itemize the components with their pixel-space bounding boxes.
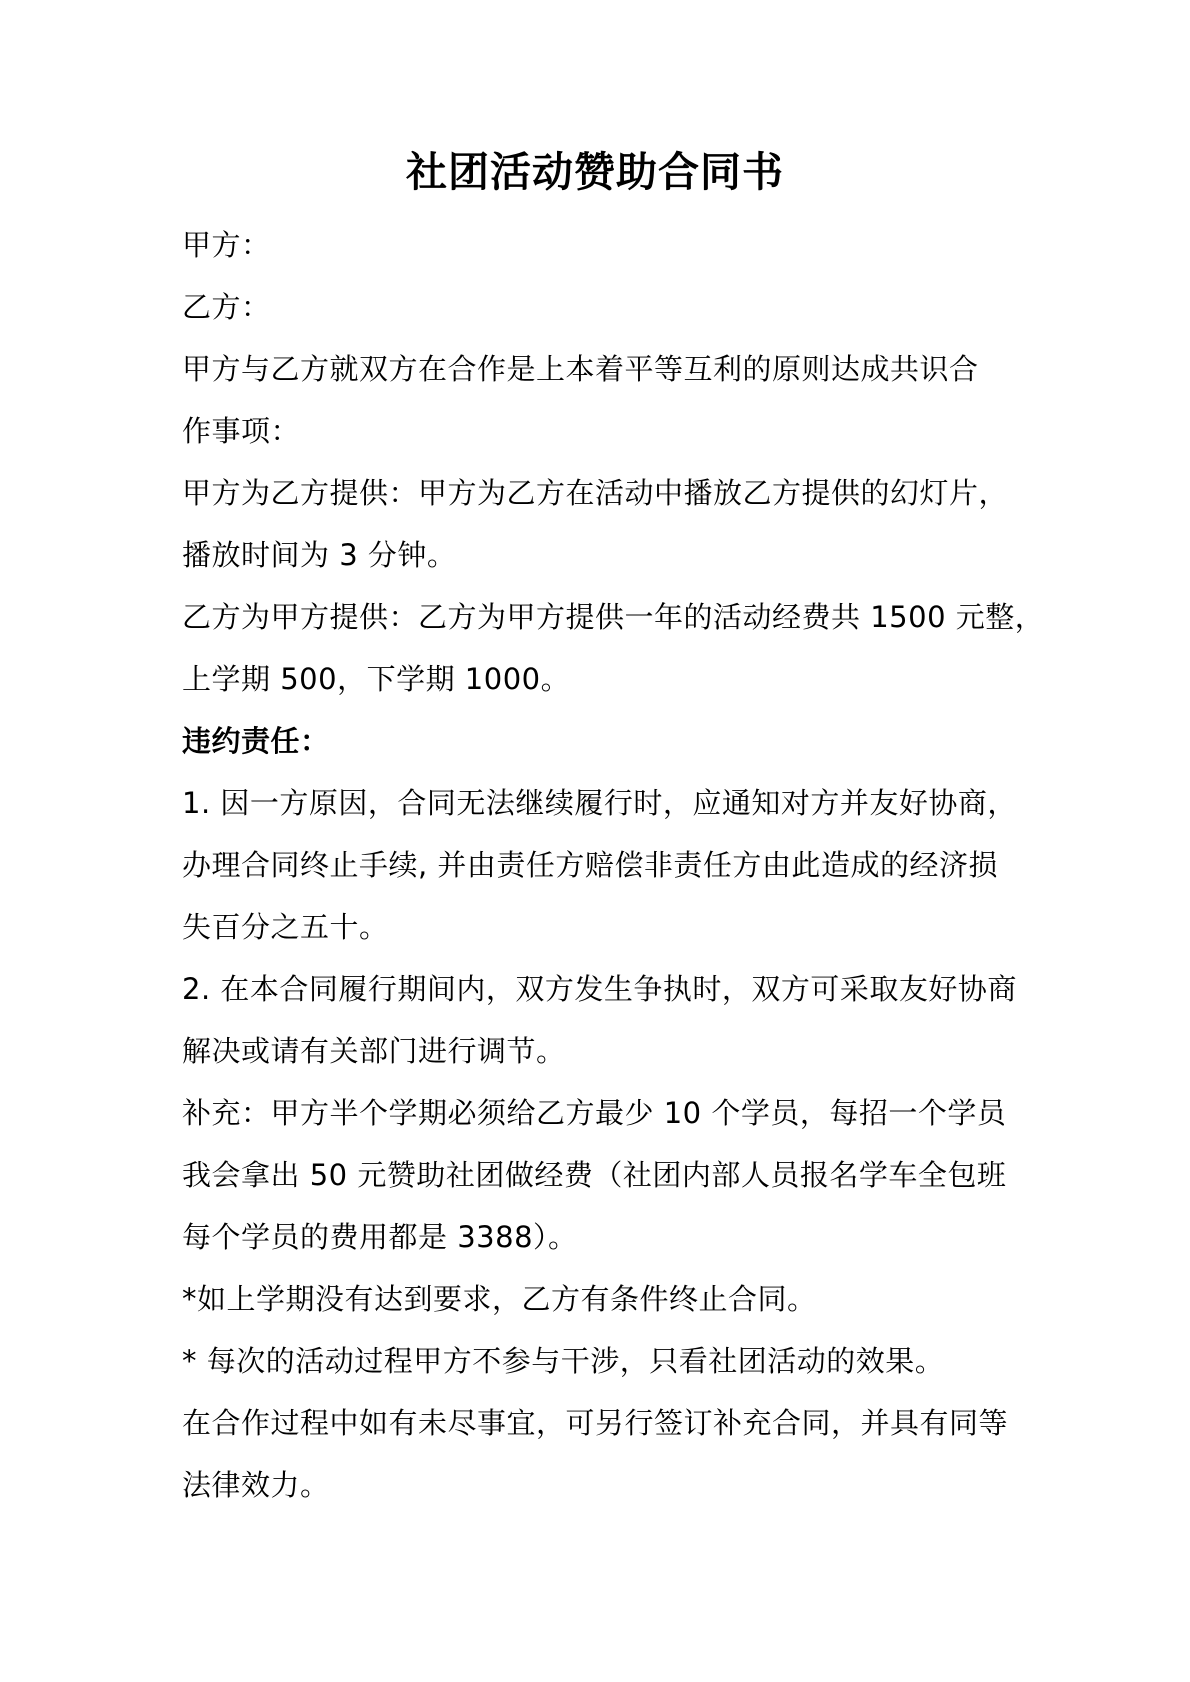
party-a-provision-line-2: 播放时间为 3 分钟。: [182, 538, 457, 572]
supplement-line-2: 我会拿出 50 元赞助社团做经费（社团内部人员报名学车全包班: [182, 1158, 1007, 1192]
document-body: [182, 214, 1045, 1516]
clause-2-line-1: 2. 在本合同履行期间内，双方发生争执时，双方可采取友好协商: [182, 972, 1017, 1006]
intro-line-2: 作事项：: [182, 414, 301, 448]
supplement-line-1: 补充：甲方半个学期必须给乙方最少 10 个学员，每招一个学员: [182, 1096, 1007, 1130]
party-a-provision-line-1: 甲方为乙方提供：甲方为乙方在活动中播放乙方提供的幻灯片，: [182, 476, 1009, 510]
clause-1-line-1: 1. 因一方原因，合同无法继续履行时，应通知对方并友好协商，: [182, 786, 1017, 820]
clause-1-line-2: 办理合同终止手续, 并由责任方赔偿非责任方由此造成的经济损: [182, 848, 998, 882]
intro-line-1: 甲方与乙方就双方在合作是上本着平等互利的原则达成共识合: [182, 352, 979, 386]
breach-liability-heading: 违约责任：: [182, 724, 330, 758]
note-2-line: * 每次的活动过程甲方不参与干涉，只看社团活动的效果。: [182, 1344, 945, 1378]
clause-2-line-2: 解决或请有关部门进行调节。: [182, 1034, 566, 1068]
closing-line-2: 法律效力。: [182, 1468, 330, 1502]
document-title: 社团活动赞助合同书: [406, 148, 784, 196]
party-b-provision-line-2: 上学期 500，下学期 1000。: [182, 662, 571, 696]
party-b-provision-line-1: 乙方为甲方提供：乙方为甲方提供一年的活动经费共 1500 元整，: [182, 600, 1045, 634]
party-a-line: 甲方：: [182, 228, 271, 262]
supplement-line-3: 每个学员的费用都是 3388）。: [182, 1220, 578, 1254]
clause-1-line-3: 失百分之五十。: [182, 910, 389, 944]
party-b-line: 乙方：: [182, 290, 271, 324]
note-1-line: *如上学期没有达到要求，乙方有条件终止合同。: [182, 1282, 817, 1316]
closing-line-1: 在合作过程中如有未尽事宜，可另行签订补充合同，并具有同等: [182, 1406, 1009, 1440]
